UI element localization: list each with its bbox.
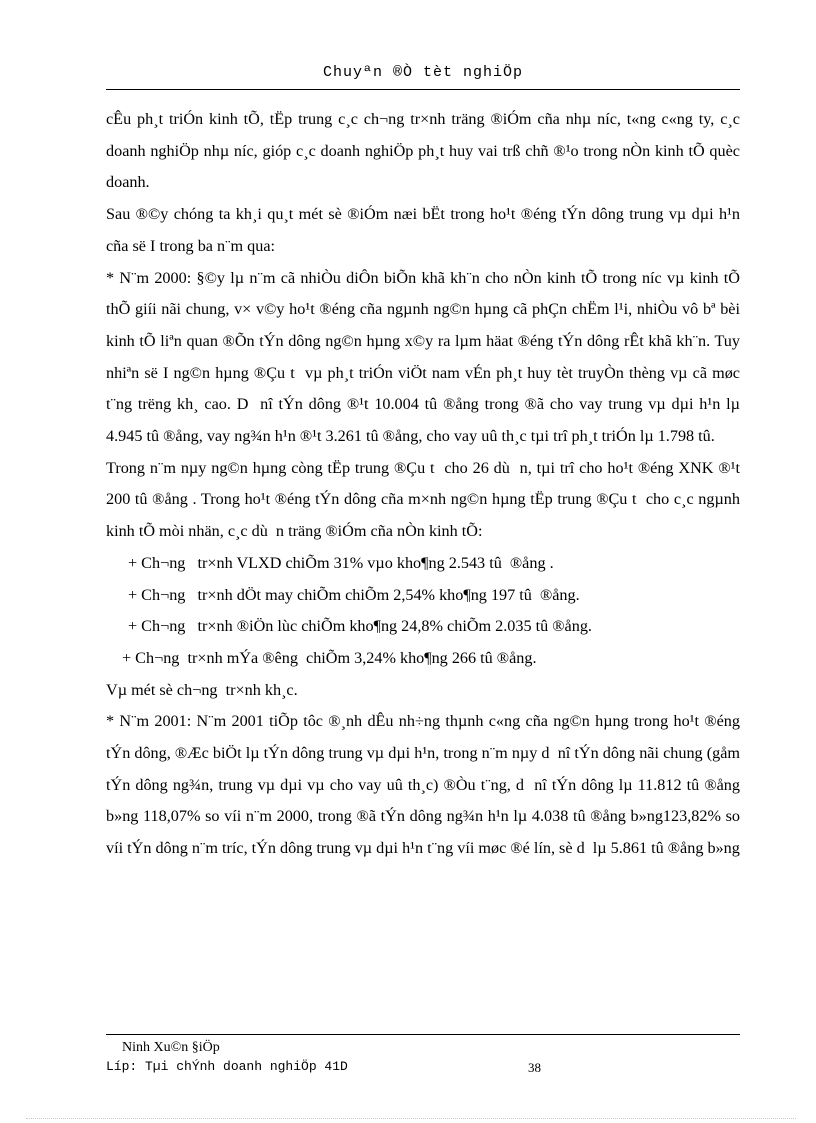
document-body: [106, 104, 740, 865]
bullet-item: + Ch¬ng tr×nh dÖt may chiÕm chiÕm 2,54% kho¶ng 197 tû ®ång.: [128, 585, 580, 604]
header-divider: [106, 89, 740, 90]
body-paragraph: cÊu ph¸t triÓn kinh tÕ, tËp trung c¸c ch¬ng tr×nh träng ®iÓm cña nhµ níc, t«ng c«ng ty, c¸c doanh nghiÖp nhµ níc, gióp c¸c doanh nghiÖp ph¸t huy vai trß chñ ®¹o trong nÒn kinh tÕ quèc doanh.: [106, 110, 740, 192]
bullet-item: + Ch¬ng tr×nh ®iÖn lùc chiÕm kho¶ng 24,8% chiÕm 2.035 tû ®ång.: [128, 617, 592, 636]
footer-divider: [106, 1034, 740, 1035]
body-paragraph: Vµ mét sè ch¬ng tr×nh kh¸c.: [106, 680, 298, 699]
page-edge-dotted-line: [26, 1118, 796, 1119]
footer-class-label: Líp: Tµi chÝnh doanh nghiÖp 41D: [106, 1059, 348, 1074]
body-paragraph: Trong n¨m nµy ng©n hµng còng tËp trung ®Çu t cho 26 dù n, tµi trî cho ho¹t ®éng XNK ®¹t 200 tû ®ång . Trong ho¹t ®éng tÝn dông cña m×nh ng©n hµng tËp trung ®Çu t cho c¸c ngµnh kinh tÕ mòi nhän, c¸c dù n träng ®iÓm cña nÒn kinh tÕ:: [106, 458, 740, 541]
page-number: 38: [528, 1060, 541, 1075]
page-header-title: Chuyªn ®Ò tèt nghiÖp: [322, 64, 524, 81]
bullet-item: + Ch¬ng tr×nh VLXD chiÕm 31% vµo kho¶ng 2.543 tû ®ång .: [128, 553, 554, 572]
body-paragraph: Sau ®©y chóng ta kh¸i qu¸t mét sè ®iÓm næi bËt trong ho¹t ®éng tÝn dông trung vµ dµi h¹n cña së I trong ba n¨m qua:: [106, 205, 740, 255]
body-paragraph: * N¨m 2001: N¨m 2001 tiÕp tôc ®¸nh dÊu nh÷ng thµnh c«ng cña ng©n hµng trong ho¹t ®éng tÝn dông, ®Æc biÖt lµ tÝn dông trung vµ dµi h¹n, trong n¨m nµy d nî tÝn dông nãi chung (gåm tÝn dông ng¾n, trung vµ dµi vµ cho vay uû th¸c) ®Òu t¨ng, d nî tÝn dông lµ 11.812 tû ®ång b»ng 118,07% so víi n¨m 2000, trong ®ã tÝn dông ng¾n h¹n lµ 4.038 tû ®ång b»ng123,82% so víi tÝn dông n¨m tríc, tÝn dông trung vµ dµi h¹n t¨ng víi møc ®é lín, sè d lµ 5.861 tû ®ång b»ng: [106, 712, 740, 858]
bullet-item: + Ch¬ng tr×nh mÝa ®êng chiÕm 3,24% kho¶ng 266 tû ®ång.: [122, 648, 537, 667]
body-paragraph: * N¨m 2000: §©y lµ n¨m cã nhiÒu diÔn biÕn khã kh¨n cho nÒn kinh tÕ trong níc vµ kinh tÕ thÕ giíi nãi chung, v× v©y ho¹t ®éng cña ngµnh ng©n hµng cã phÇn chËm l¹i, nhiÒu vô bª bèi kinh tÕ liªn quan ®Õn tÝn dông ng©n hµng x©y ra lµm häat ®éng tÝn dông rÊt khã kh¨n. Tuy nhiªn së I ng©n hµng ®Çu t vµ ph¸t triÓn viÖt nam vÉn ph¸t huy tèt truyÒn thèng vµ cã møc t¨ng trëng kh¸ cao. D nî tÝn dông ®¹t 10.004 tû ®ång trong ®ã cho vay trung vµ dµi h¹n lµ 4.945 tû ®ång, vay ng¾n h¹n ®¹t 3.261 tû ®ång, cho vay uû th¸c tµi trî ph¸t triÓn lµ 1.798 tû.: [106, 268, 740, 446]
footer-author: Ninh Xu©n §iÖp: [122, 1040, 220, 1055]
